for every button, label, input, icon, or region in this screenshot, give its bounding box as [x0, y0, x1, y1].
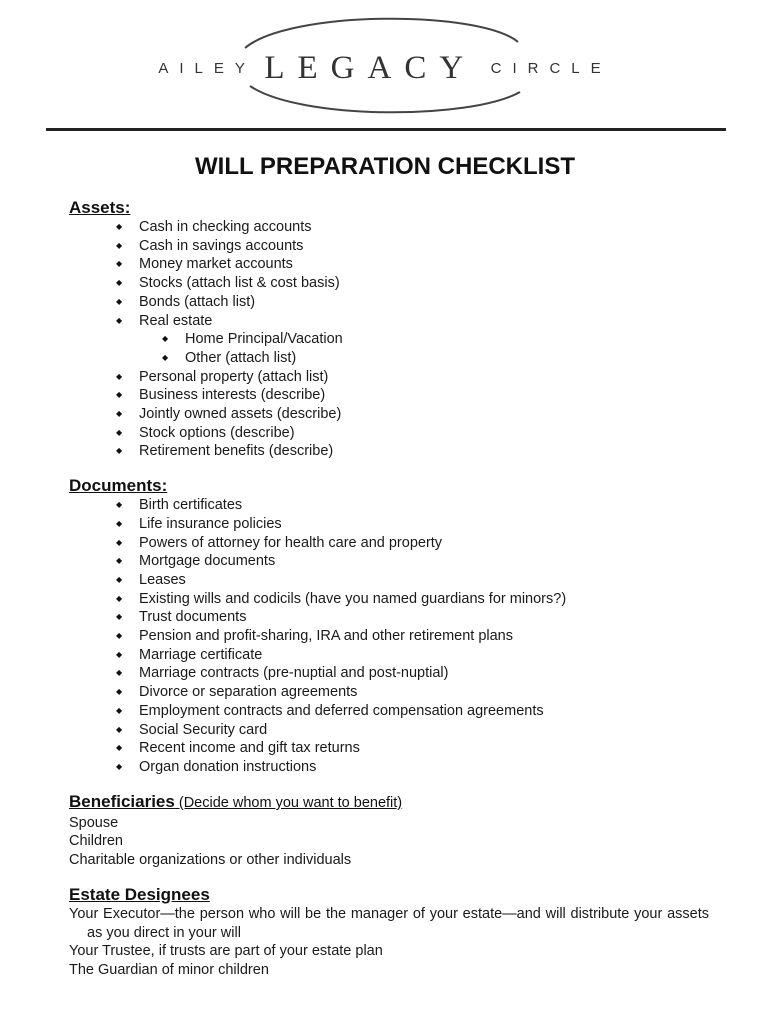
list-item-text: Birth certificates: [139, 497, 243, 514]
list-item: [69, 758, 709, 777]
bullet-icon: ◆: [162, 352, 169, 362]
bullet-icon: ◆: [116, 296, 123, 306]
list-item-text: Recent income and gift tax returns: [139, 740, 360, 757]
list-item: [69, 702, 709, 721]
sub-list-item: [69, 330, 709, 349]
list-item: [69, 627, 709, 646]
bullet-icon: ◆: [116, 315, 123, 325]
list-item-text: Divorce or separation agreements: [139, 684, 358, 701]
bullet-icon: ◆: [116, 500, 123, 510]
bullet-icon: ◆: [116, 593, 123, 603]
list-item-text: Leases: [139, 571, 186, 588]
beneficiaries-heading: [69, 791, 709, 814]
estate-designee-line: Your Executor—the person who will be the manager of your estate—and will distribute your assets as you direct in your will: [69, 905, 709, 941]
list-item: [69, 218, 709, 237]
list-item-text: Organ donation instructions: [139, 758, 317, 775]
list-item-text: Marriage certificate: [139, 646, 263, 663]
list-item: [69, 590, 709, 609]
bullet-icon: ◆: [116, 574, 123, 584]
bullet-icon: ◆: [116, 631, 123, 641]
bullet-icon: ◆: [116, 240, 123, 250]
bullet-icon: ◆: [116, 556, 123, 566]
estate-designee-line: The Guardian of minor children: [69, 961, 269, 978]
estate-designees-section: [69, 884, 709, 980]
list-item: [69, 442, 709, 461]
bullet-icon: ◆: [116, 390, 123, 400]
list-item-text: Life insurance policies: [139, 515, 282, 532]
list-item-text: Other (attach list): [185, 349, 297, 366]
bullet-icon: ◆: [116, 259, 123, 269]
logo: [0, 0, 770, 125]
list-item: [69, 237, 709, 256]
checklist-content: [69, 197, 709, 994]
list-item-text: Stock options (describe): [139, 424, 295, 441]
list-item: [69, 424, 709, 443]
bullet-icon: ◆: [116, 743, 123, 753]
bullet-icon: ◆: [116, 649, 123, 659]
sub-list-item: [69, 349, 709, 368]
beneficiary-line: Children: [69, 833, 123, 850]
list-item-text: Retirement benefits (describe): [139, 443, 334, 460]
beneficiary-line: Spouse: [69, 814, 119, 831]
list-item-text: Employment contracts and deferred compensation agreements: [139, 702, 544, 719]
list-item-text: Business interests (describe): [139, 387, 326, 404]
list-item-text: Existing wills and codicils (have you named guardians for minors?): [139, 590, 567, 607]
bullet-icon: ◆: [162, 334, 169, 344]
bullet-icon: ◆: [116, 371, 123, 381]
bullet-icon: ◆: [116, 612, 123, 622]
beneficiaries-heading-text: Beneficiaries: [69, 791, 175, 811]
list-item-text: Powers of attorney for health care and property: [139, 534, 443, 551]
assets-list: [69, 218, 709, 461]
list-item-text: Cash in checking accounts: [139, 219, 312, 235]
list-item: [69, 721, 709, 740]
list-item: [69, 571, 709, 590]
list-item: [69, 534, 709, 553]
logo-word-ailey: AILEY: [158, 60, 256, 77]
bullet-icon: ◆: [116, 278, 123, 288]
bullet-icon: ◆: [116, 537, 123, 547]
list-item: [69, 608, 709, 627]
header-divider: [46, 128, 726, 131]
beneficiary-line: Charitable organizations or other individuals: [69, 852, 352, 869]
list-item-text: Bonds (attach list): [139, 293, 256, 310]
list-item-text: Home Principal/Vacation: [185, 331, 343, 348]
list-item-text: Stocks (attach list & cost basis): [139, 275, 340, 292]
list-item: [69, 664, 709, 683]
bullet-icon: ◆: [116, 222, 123, 231]
list-item: [69, 405, 709, 424]
bullet-icon: ◆: [116, 518, 123, 528]
bullet-icon: ◆: [116, 705, 123, 715]
list-item-text: Mortgage documents: [139, 553, 276, 570]
bullet-icon: ◆: [116, 687, 123, 697]
documents-list: [69, 496, 709, 777]
list-item: [69, 496, 709, 515]
logo-wordmark: [0, 50, 770, 87]
estate-designees-heading: Estate Designees: [69, 884, 210, 904]
assets-heading: Assets:: [69, 198, 131, 217]
list-item-text: Cash in savings accounts: [139, 237, 304, 254]
page-title: WILL PREPARATION CHECKLIST: [195, 153, 575, 180]
bullet-icon: ◆: [116, 409, 123, 419]
list-item: [69, 386, 709, 405]
list-item-text: Real estate: [139, 312, 213, 329]
bullet-icon: ◆: [116, 668, 123, 678]
bullet-icon: ◆: [116, 761, 123, 771]
list-item: [69, 739, 709, 758]
logo-word-legacy: LEGACY: [264, 50, 477, 86]
list-item: [69, 683, 709, 702]
list-item: [69, 646, 709, 665]
estate-designee-line: Your Trustee, if trusts are part of your estate plan: [69, 943, 383, 960]
list-item: [69, 312, 709, 331]
beneficiaries-section: [69, 791, 709, 870]
list-item: [69, 515, 709, 534]
list-item-text: Personal property (attach list): [139, 368, 329, 385]
logo-word-circle: CIRCLE: [490, 60, 612, 77]
list-item: [69, 293, 709, 312]
list-item-text: Marriage contracts (pre-nuptial and post-nuptial): [139, 665, 449, 682]
documents-section: [69, 475, 709, 777]
assets-section: [69, 197, 709, 461]
list-item: [69, 255, 709, 274]
documents-heading: Documents:: [69, 476, 168, 496]
bullet-icon: ◆: [116, 724, 123, 734]
bullet-icon: ◆: [116, 446, 123, 456]
list-item-text: Jointly owned assets (describe): [139, 406, 342, 423]
beneficiaries-note: (Decide whom you want to benefit): [174, 794, 403, 811]
list-item: [69, 274, 709, 293]
bullet-icon: ◆: [116, 427, 123, 437]
list-item-text: Trust documents: [139, 609, 247, 626]
list-item: [69, 368, 709, 387]
list-item-text: Pension and profit-sharing, IRA and other retirement plans: [139, 628, 513, 645]
list-item-text: Social Security card: [139, 721, 268, 738]
list-item-text: Money market accounts: [139, 256, 293, 273]
list-item: [69, 552, 709, 571]
